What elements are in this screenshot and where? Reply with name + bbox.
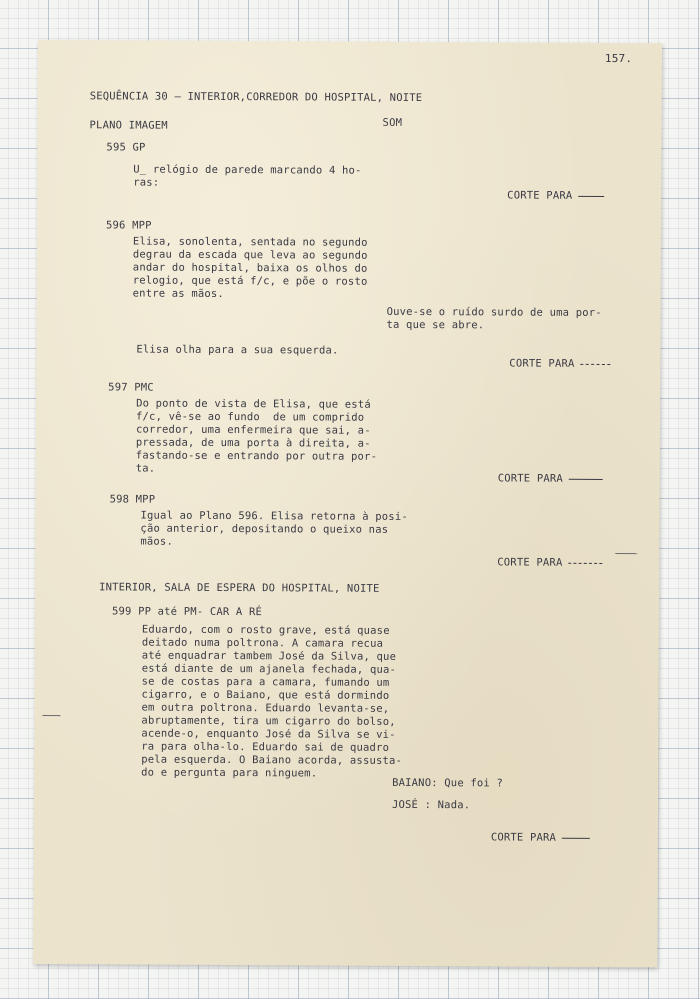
dialogue-jose — [392, 800, 470, 811]
cut-to-598 — [497, 557, 602, 568]
shot-596-line: andar do hospital, baixa os olhos do — [132, 261, 368, 275]
dialogue-speaker: BAIANO: — [392, 776, 438, 790]
cut-arrow-line — [569, 478, 603, 479]
shot-598-line: Igual ao Plano 596. Elisa retorna à posi- — [140, 509, 408, 523]
shot-597-line: Do ponto de vista de Elisa, que está — [136, 397, 371, 411]
cut-arrow-line — [568, 562, 602, 563]
shot-599-line: em outra poltrona. Eduardo levanta-se, — [141, 701, 390, 715]
shot-596-action: Elisa olha para a sua esquerda. — [136, 343, 339, 357]
shot-596-sound — [386, 306, 601, 333]
dialogue-speaker: JOSÉ : — [391, 798, 432, 812]
cut-to-label: CORTE PARA — [490, 831, 557, 844]
cut-to-597 — [498, 473, 603, 484]
shot-599-line: abruptamente, tira um cigarro do bolso, — [141, 714, 396, 728]
shot-id-597: 597 PMC — [108, 381, 154, 394]
margin-pencil-mark — [42, 715, 60, 716]
cut-to-599 — [491, 832, 590, 843]
shot-id-596: 596 MPP — [105, 219, 152, 232]
page-number: 157. — [604, 51, 633, 66]
cut-to-label: CORTE PARA — [507, 189, 573, 202]
shot-id-599: 599 PP até PM- CAR A RÉ — [111, 605, 263, 619]
stray-pencil-mark — [615, 553, 637, 554]
cut-to-label: CORTE PARA — [497, 472, 563, 485]
shot-599-line: está diante de um ajanela fechada, qua- — [141, 662, 397, 676]
cut-to-596 — [509, 358, 610, 369]
shot-596-description — [133, 235, 368, 301]
shot-597-description — [136, 398, 378, 477]
shot-595-line: ras: — [133, 176, 160, 189]
script-page — [33, 40, 662, 967]
shot-599-line: Eduardo, com o rosto grave, está quase — [141, 623, 390, 637]
shot-id-598: 598 MPP — [109, 493, 156, 506]
shot-595-description — [133, 164, 361, 191]
shot-596-line: degrau da escada que leva ao segundo — [132, 248, 368, 262]
shot-596-line: relogio, que está f/c, e põe o rosto — [132, 274, 368, 288]
sound-line: Ouve-se o ruído surdo de uma por- — [386, 305, 602, 319]
sound-line: ta que se abre. — [386, 318, 485, 332]
shot-599-line: deitado numa poltrona. A camara recua — [141, 636, 384, 650]
column-header-image: PLANO IMAGEM — [89, 119, 168, 132]
scene-heading: INTERIOR, SALA DE ESPERA DO HOSPITAL, NOITE — [99, 581, 380, 595]
shot-597-line: f/c, vê-se ao fundo de um comprido — [135, 410, 365, 424]
shot-597-line: fastando-se e entrando por outra por- — [135, 449, 378, 463]
shot-599-line: até enquadrar tambem José da Silva, que — [141, 649, 397, 663]
shot-id-595: 595 GP — [106, 141, 146, 154]
shot-599-line: cigarro, e o Baiano, que está dormindo — [141, 688, 390, 702]
dialogue-line: Nada. — [437, 799, 471, 812]
cut-arrow-line — [581, 363, 611, 364]
cut-to-595 — [507, 190, 604, 201]
shot-595-line: U_ relógio de parede marcando 4 ho- — [133, 163, 362, 177]
cut-arrow-line — [562, 837, 590, 838]
shot-596-line: Elisa, sonolenta, sentada no segundo — [132, 235, 368, 249]
shot-596-line: entre as mãos. — [132, 287, 225, 300]
shot-597-line: ta. — [135, 462, 156, 475]
shot-598-description — [140, 510, 408, 550]
shot-599-line: se de costas para a camara, fumando um — [141, 675, 390, 689]
dialogue-baiano — [392, 778, 503, 789]
sequence-heading: SEQUÊNCIA 30 — INTERIOR,CORREDOR DO HOSPITAL, NOITE — [89, 90, 423, 105]
shot-599-line: ra para olha-lo. Eduardo sai de quadro — [141, 740, 390, 754]
cut-arrow-line — [578, 195, 604, 196]
shot-599-line: pela esquerda. O Baiano acorda, assusta- — [141, 753, 403, 767]
cut-to-label: CORTE PARA — [509, 357, 575, 370]
shot-598-line: mãos. — [140, 535, 174, 548]
dialogue-line: Que foi ? — [444, 777, 504, 790]
shot-597-line: corredor, uma enfermeira que sai, a- — [135, 423, 371, 437]
column-header-sound: SOM — [382, 116, 403, 129]
shot-597-line: pressada, de uma porta à direita, a- — [135, 436, 371, 450]
shot-599-line: do e pergunta para ninguem. — [141, 766, 318, 780]
shot-598-line: ção anterior, depositando o queixo nas — [140, 522, 389, 536]
cut-to-label: CORTE PARA — [497, 556, 563, 569]
shot-599-description — [141, 624, 403, 781]
shot-599-line: acende-o, enquanto José da Silva se vi- — [141, 727, 396, 741]
